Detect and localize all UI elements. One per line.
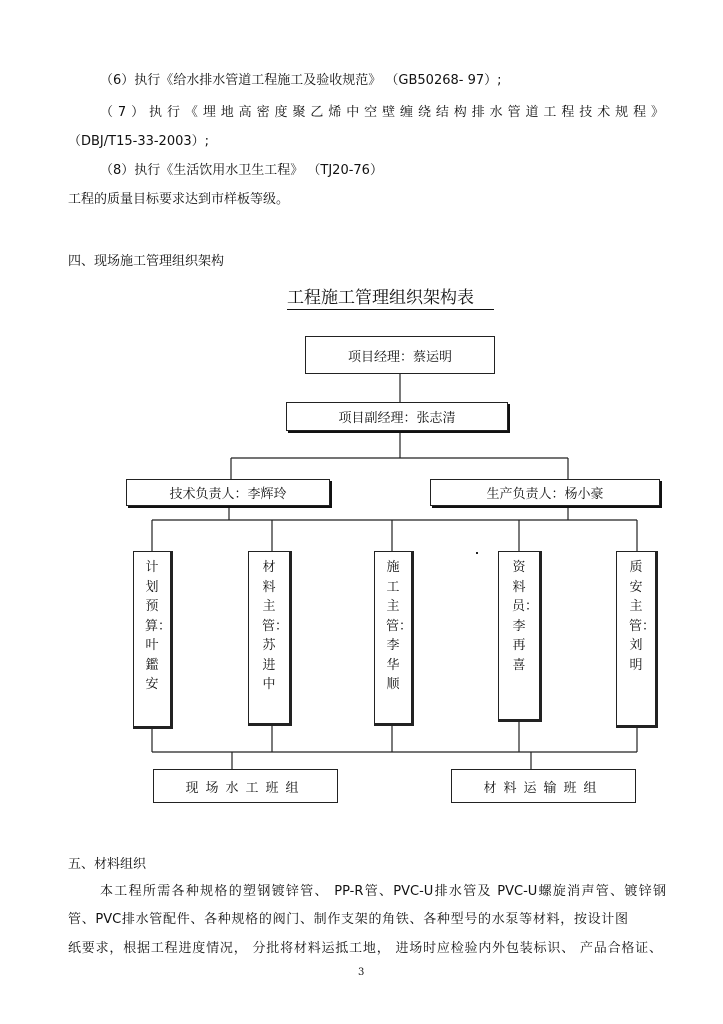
materials-supervisor-box (248, 551, 292, 726)
clause-7: （7）执行《埋地高密度聚乙烯中空壁缠绕结构排水管道工程技术规程》 (100, 105, 664, 120)
stray-dot (476, 552, 478, 554)
transport-team-label: 材料运输班组 (483, 780, 604, 796)
clause-6: （6）执行《给水排水管道工程施工及验收规范》 （GB50268- 97）; (100, 73, 502, 88)
budget-planner-box (133, 551, 173, 729)
construction-supervisor-label: 施工主管：李华顺 (386, 560, 413, 692)
page-number: 3 (358, 967, 365, 978)
construction-supervisor-box (374, 551, 414, 726)
quality-target: 工程的质量目标要求达到市样板等级。 (68, 192, 290, 207)
safety-supervisor-box (616, 551, 658, 728)
project-manager-label: 项目经理：蔡运明 (347, 349, 452, 365)
records-clerk-box (498, 551, 542, 722)
materials-paragraph-line-1: 本工程所需各种规格的塑钢镀锌管、 PP-R管、PVC-U排水管及 PVC-U螺旋消声管、镀锌钢 (100, 884, 666, 899)
deputy-manager-label: 项目副经理：张志清 (338, 411, 456, 426)
plumbing-team-label: 现场水工班组 (185, 780, 306, 796)
materials-supervisor-label: 材料主管：苏进中 (262, 560, 289, 692)
section-5-heading: 五、材料组织 (68, 857, 147, 872)
plumbing-team-box (153, 769, 338, 803)
tech-lead-label: 技术负责人：李辉玲 (169, 487, 287, 502)
safety-supervisor-label: 质安主管：刘明 (629, 560, 656, 673)
budget-planner-label: 计划预算：叶鑑安 (145, 560, 172, 692)
org-chart-title: 工程施工管理组织架构表 (287, 283, 494, 310)
project-manager-box (305, 336, 495, 374)
clause-7-code: （DBJ/T15-33-2003）; (68, 134, 210, 149)
materials-paragraph-line-2: 管、PVC排水管配件、各种规格的阀门、制作支架的角铁、各种型号的水泵等材料，按设计图 (68, 912, 628, 927)
deputy-manager-box (286, 402, 508, 431)
transport-team-box (451, 769, 636, 803)
materials-paragraph-line-3: 纸要求，根据工程进度情况， 分批将材料运抵工地， 进场时应检验内外包装标识、 产品合格证、 (68, 941, 662, 956)
production-lead-box (430, 479, 660, 506)
tech-lead-box (126, 479, 330, 506)
section-4-heading: 四、现场施工管理组织架构 (68, 254, 225, 269)
clause-8: （8）执行《生活饮用水卫生工程》 （TJ20-76） (100, 163, 383, 178)
production-lead-label: 生产负责人：杨小豪 (486, 487, 604, 502)
records-clerk-label: 资料员：李再喜 (512, 560, 539, 673)
